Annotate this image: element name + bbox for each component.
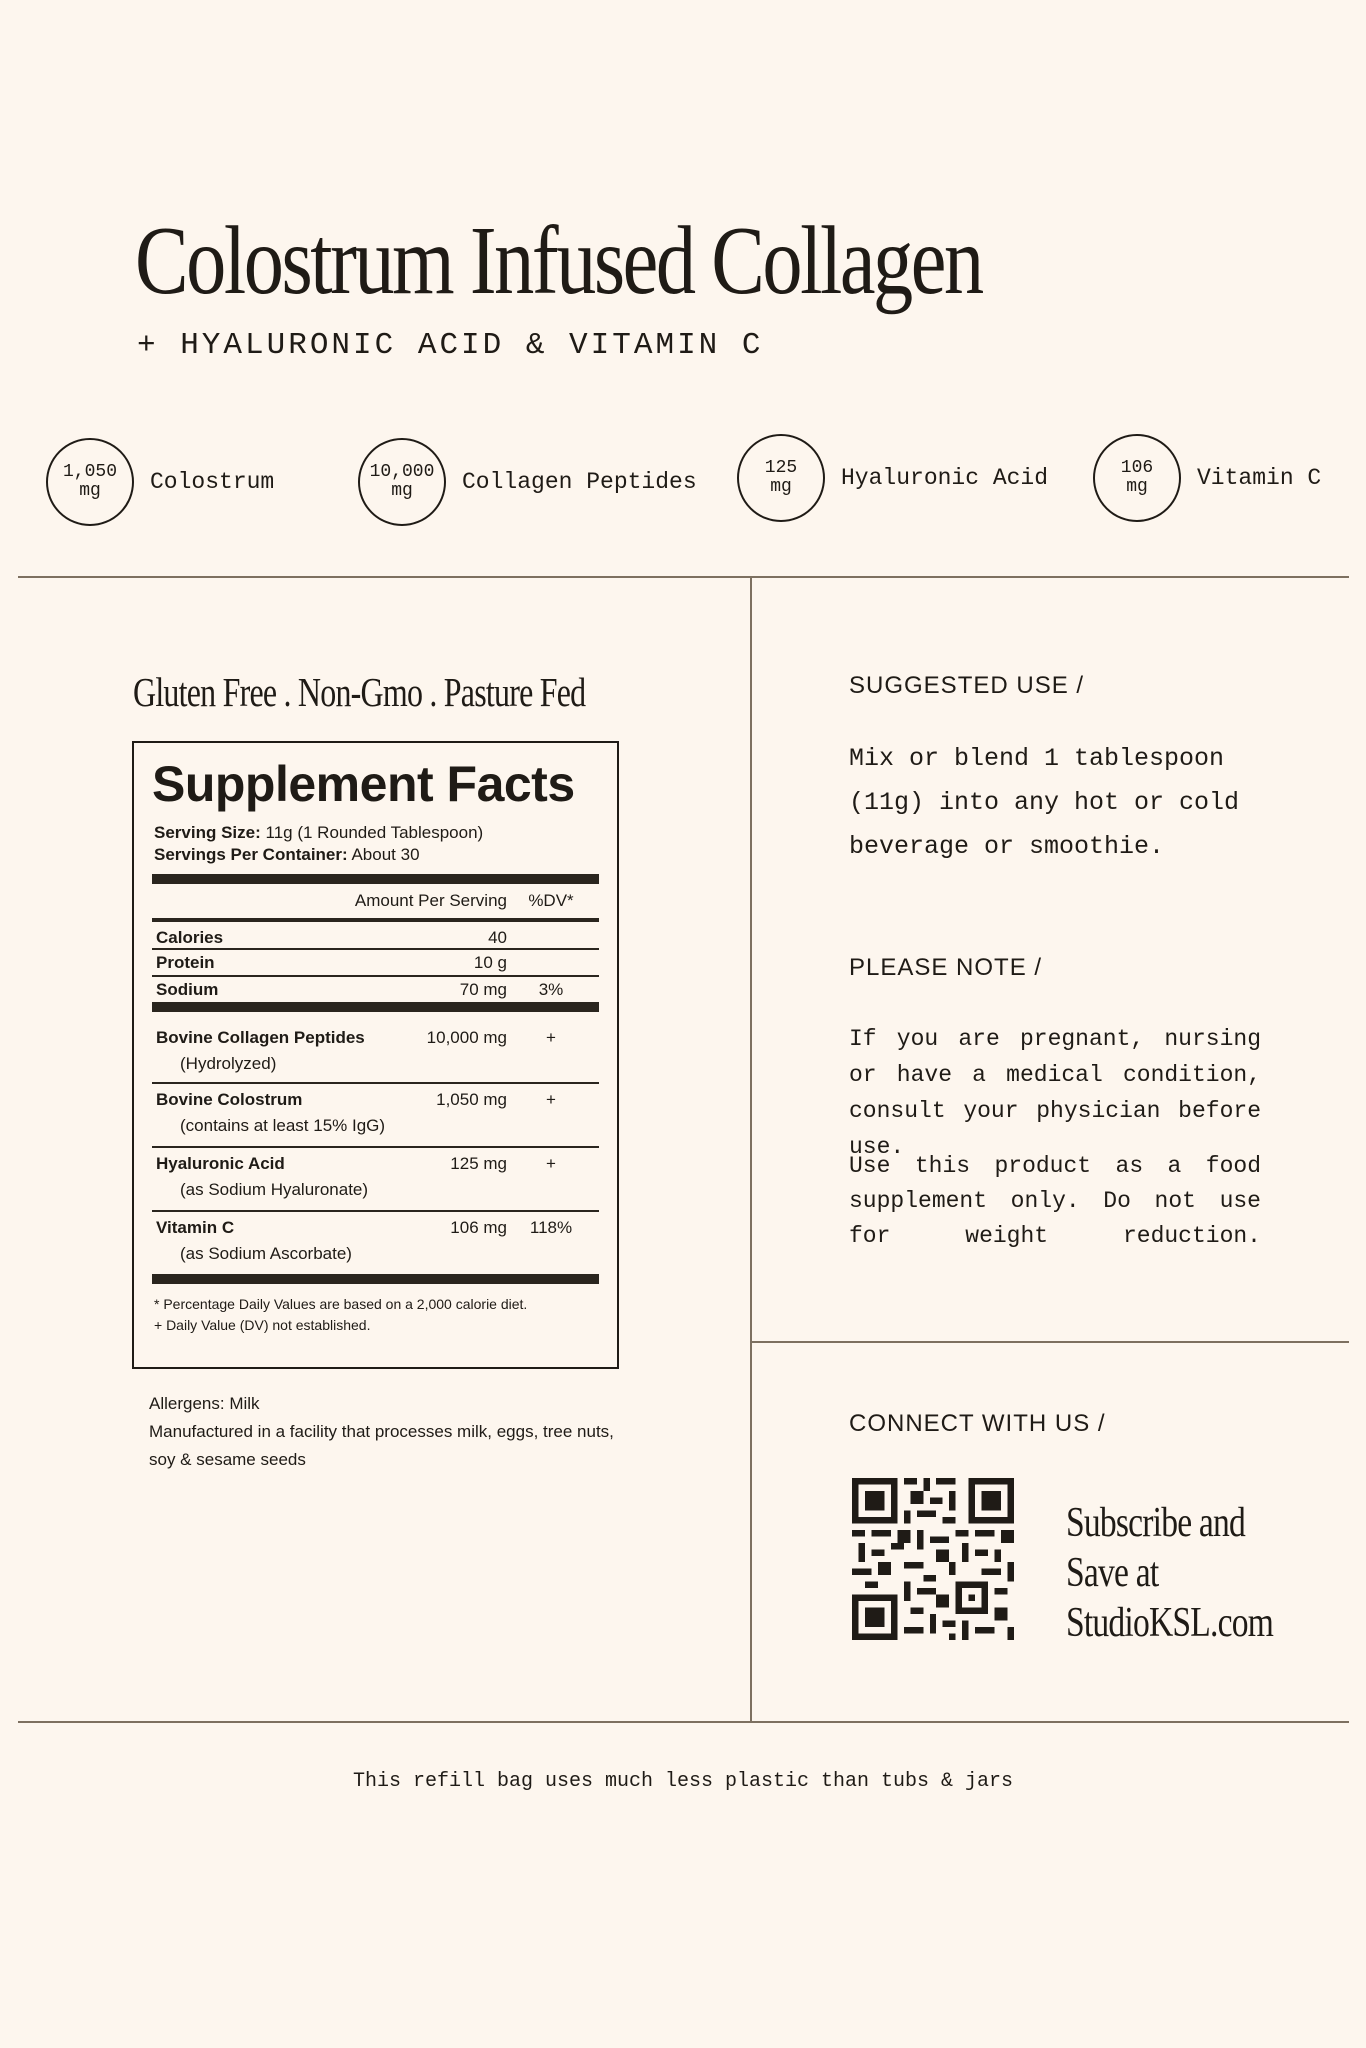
subscribe-text — [1066, 1498, 1273, 1648]
facts-row-hyaluronic-acid — [152, 1148, 599, 1210]
suggested-use-text: Mix or blend 1 tablespoon (11g) into any hot or cold beverage or smoothie. — [849, 744, 1240, 861]
badge-collagen-peptides — [358, 438, 697, 526]
facts-row-calories — [152, 922, 599, 948]
row-name: Sodium — [156, 980, 219, 999]
facts-column-headers — [152, 884, 599, 918]
row-amount: 106 mg — [450, 1218, 507, 1237]
serving-size-value: 11g (1 Rounded Tablespoon) — [265, 823, 484, 842]
row-dv: 118% — [529, 1218, 573, 1237]
product-subtitle: + HYALURONIC ACID & VITAMIN C — [137, 328, 764, 363]
row-sub: (contains at least 15% IgG) — [180, 1116, 386, 1135]
badge-unit: mg — [1126, 477, 1148, 497]
row-dv: + — [546, 1028, 556, 1047]
badge-circle — [1093, 434, 1181, 522]
suggested-use-heading: SUGGESTED USE / — [849, 672, 1085, 699]
footnote-not-established: + Daily Value (DV) not established. — [154, 1317, 371, 1333]
row-amount: 1,050 mg — [436, 1090, 507, 1109]
badge-vitamin-c — [1093, 434, 1321, 522]
connect-heading: CONNECT WITH US / — [849, 1410, 1106, 1437]
subscribe-line: Save at — [1066, 1550, 1159, 1596]
row-amount: 10 g — [473, 953, 507, 972]
product-title: Colostrum Infused Collagen — [135, 207, 982, 315]
row-amount: 125 mg — [450, 1154, 507, 1173]
facts-row-vitamin-c — [152, 1212, 599, 1274]
badge-colostrum — [46, 438, 274, 526]
row-amount: 40 — [488, 928, 507, 947]
badge-label: Colostrum — [150, 469, 275, 495]
divider-bottom — [18, 1721, 1349, 1723]
usage-warning-text: Use this product as a food supplement only. Do not use for weight reduction. — [849, 1153, 1261, 1249]
facts-row-collagen-peptides — [152, 1012, 599, 1082]
row-dv: + — [546, 1090, 556, 1109]
footer-note: This refill bag uses much less plastic than tubs & jars — [352, 1770, 1014, 1793]
badge-amount: 1,050 — [62, 462, 117, 483]
supplement-facts-panel — [132, 741, 619, 1369]
badge-label: Collagen Peptides — [462, 469, 697, 495]
please-note-heading: PLEASE NOTE / — [849, 954, 1043, 981]
supplement-facts-title: Supplement Facts — [152, 756, 575, 812]
facts-divider — [152, 874, 599, 884]
badge-amount: 106 — [1120, 458, 1154, 479]
row-amount: 10,000 mg — [426, 1028, 507, 1047]
serving-size-label: Serving Size: — [154, 823, 261, 842]
row-name: Bovine Collagen Peptides — [156, 1028, 365, 1047]
facts-divider — [152, 1002, 599, 1012]
row-dv: + — [546, 1154, 556, 1173]
row-sub: (Hydrolyzed) — [180, 1054, 277, 1073]
amount-per-serving-header: Amount Per Serving — [354, 891, 507, 910]
badge-circle — [358, 438, 446, 526]
badge-amount: 125 — [764, 458, 798, 479]
badge-label: Hyaluronic Acid — [841, 465, 1049, 491]
badge-label: Vitamin C — [1197, 465, 1322, 491]
servings-value: About 30 — [351, 845, 420, 864]
please-note-text: If you are pregnant, nursing or have a medical condition, consult your physician before use. — [849, 1026, 1261, 1160]
row-dv: 3% — [538, 980, 564, 999]
facts-row-sodium — [152, 977, 599, 1002]
facts-row-protein — [152, 950, 599, 975]
facility-statement: Manufactured in a facility that processes milk, eggs, tree nuts, soy & sesame seeds — [149, 1422, 614, 1469]
allergen-statement — [149, 1390, 619, 1474]
divider-right-middle — [751, 1341, 1349, 1343]
row-name: Calories — [156, 928, 224, 947]
dv-header: %DV* — [528, 891, 574, 910]
divider-vertical — [750, 577, 752, 1722]
servings-label: Servings Per Container: — [154, 845, 348, 864]
facts-footnotes — [154, 1294, 599, 1336]
row-name: Protein — [156, 953, 215, 972]
badge-amount: 10,000 — [369, 462, 435, 483]
servings-per-container — [154, 844, 599, 866]
website-link[interactable]: StudioKSL.com — [1066, 1600, 1274, 1646]
row-sub: (as Sodium Ascorbate) — [180, 1244, 352, 1263]
row-sub: (as Sodium Hyaluronate) — [180, 1180, 369, 1199]
row-name: Hyaluronic Acid — [156, 1154, 285, 1173]
badge-circle — [737, 434, 825, 522]
footnote-dv: * Percentage Daily Values are based on a 2,000 calorie diet. — [154, 1296, 528, 1312]
row-name: Bovine Colostrum — [156, 1090, 303, 1109]
row-name: Vitamin C — [156, 1218, 235, 1237]
serving-size — [154, 822, 599, 844]
qr-code-icon[interactable] — [852, 1478, 1014, 1640]
badge-unit: mg — [79, 481, 101, 501]
product-claims: Gluten Free . Non-Gmo . Pasture Fed — [133, 669, 586, 715]
badge-unit: mg — [770, 477, 792, 497]
badge-unit: mg — [391, 481, 413, 501]
row-amount: 70 mg — [459, 980, 507, 999]
badge-hyaluronic-acid — [737, 434, 1048, 522]
divider-top — [18, 576, 1349, 578]
facts-divider — [152, 1274, 599, 1284]
badge-circle — [46, 438, 134, 526]
allergens-line: Allergens: Milk — [149, 1394, 260, 1413]
subscribe-line: Subscribe and — [1066, 1500, 1246, 1546]
facts-row-colostrum — [152, 1084, 599, 1146]
